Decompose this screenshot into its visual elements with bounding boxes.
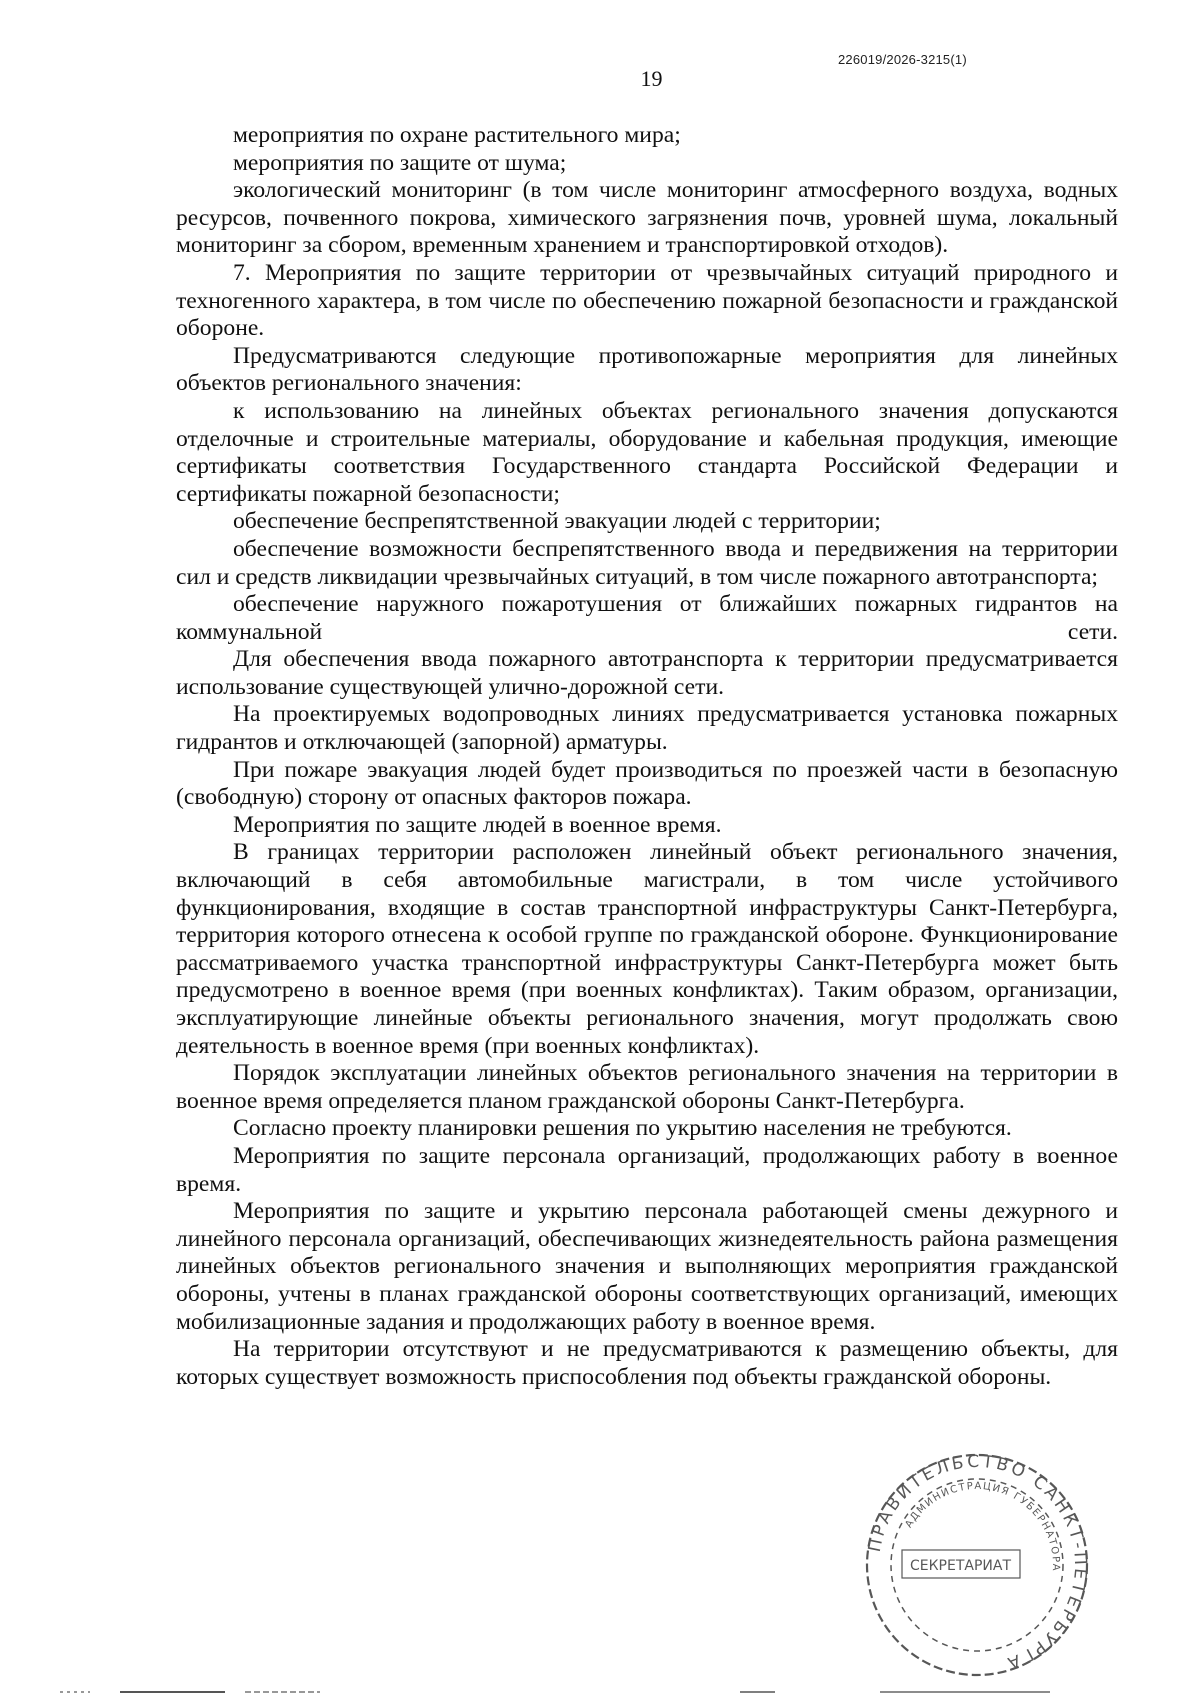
paragraph-linear-object-description: В границах территории расположен линейный объект регионального значения, включающий в себя автомобильные магистрали, в том числе устойчивого функционирования, входящие в состав транспортной инфраструктуры Санкт-Петербурга, территория которого отнесена к особой группе по гражданской обороне. Функционирование рассматриваемого участка транспортной инфраструктуры Санкт-Петербурга может быть предусмотрено в военное время (при военных конфликтах). Таким образом, организации, эксплуатирующие линейные объекты регионального значения, могут продолжать свою деятельность в военное время (при военных конфликтах).	[176, 839, 1118, 1059]
paragraph-civil-defense-objects: На территории отсутствуют и не предусматриваются к размещению объекты, для которых существует возможность приспособления под объекты гражданской обороны.	[176, 1336, 1118, 1390]
paragraph-operation-order: Порядок эксплуатации линейных объектов регионального значения на территории в военное время определяется планом гражданской обороны Санкт-Петербурга.	[176, 1060, 1118, 1114]
paragraph-personnel-shelter: Мероприятия по защите и укрытию персонала работающей смены дежурного и линейного персонала организаций, обеспечивающих жизнедеятельность района размещения линейных объектов регионального значения и выполняющих мероприятия гражданской обороны, учтены в планах гражданской обороны соответствующих организаций, имеющих мобилизационные задания и продолжающих работу в военное время.	[176, 1198, 1118, 1335]
official-seal-stamp	[862, 1450, 1092, 1680]
document-body	[176, 122, 1118, 1391]
paragraph-noise-protection: мероприятия по защите от шума;	[233, 149, 567, 176]
paragraph-emergency-access: обеспечение возможности беспрепятственного ввода и передвижения на территории сил и средств ликвидации чрезвычайных ситуаций, в том числе пожарного автотранспорта;	[176, 535, 1118, 590]
paragraph-fire-vehicle-access: Для обеспечения ввода пожарного автотранспорта к территории предусматривается использование существующей улично-дорожной сети.	[176, 646, 1118, 700]
page-number: 19	[640, 66, 663, 91]
paragraph-water-lines: На проектируемых водопроводных линиях предусматривается установка пожарных гидрантов и отключающей (запорной) арматуры.	[176, 701, 1118, 756]
paragraph-flora-protection: мероприятия по охране растительного мира;	[233, 122, 681, 148]
paragraph-evacuation: обеспечение беспрепятственной эвакуации людей с территории;	[233, 508, 881, 535]
paragraph-hydrants: обеспечение наружного пожаротушения от ближайших пожарных гидрантов на коммунальной сети.	[176, 591, 1118, 645]
paragraph-shelter-not-required: Согласно проекту планировки решения по укрытию населения не требуются.	[233, 1115, 1012, 1142]
paragraph-fire-measures-intro: Предусматриваются следующие противопожарные мероприятия для линейных объектов регионального значения:	[176, 342, 1118, 397]
stamp-inner-text: АДМИНИСТРАЦИЯ ГУБЕРНАТОРА	[903, 1480, 1062, 1573]
paragraph-section-7-heading: 7. Мероприятия по защите территории от чрезвычайных ситуаций природного и техногенного характера, в том числе по обеспечению пожарной безопасности и гражданской обороне.	[176, 259, 1118, 342]
paragraph-wartime-protection-heading: Мероприятия по защите людей в военное время.	[233, 811, 722, 838]
paragraph-fire-evacuation-route: При пожаре эвакуация людей будет производиться по проезжей части в безопасную (свободную) сторону от опасных факторов пожара.	[176, 756, 1118, 811]
stamp-center-text: СЕКРЕТАРИАТ	[910, 1558, 1012, 1574]
paragraph-ecological-monitoring: экологический мониторинг (в том числе мониторинг атмосферного воздуха, водных ресурсов, почвенного покрова, химического загрязнения почв, уровней шума, локальный мониторинг за сбором, временным хранением и транспортировкой отходов).	[176, 177, 1118, 259]
stamp-outer-text: ПРАВИТЕЛЬСТВО САНКТ-ПЕТЕРБУРГА	[864, 1451, 1091, 1674]
paragraph-certified-materials: к использованию на линейных объектах регионального значения допускаются отделочные и строительные материалы, оборудование и кабельная продукция, имеющие сертификаты соответствия Государственного стандарта Российской Федерации и сертификаты пожарной безопасности;	[176, 397, 1118, 507]
paragraph-personnel-protection-heading: Мероприятия по защите персонала организаций, продолжающих работу в военное время.	[176, 1142, 1118, 1197]
scan-edge-marks	[0, 1686, 1200, 1698]
document-registration-number: 226019/2026-3215(1)	[838, 52, 967, 67]
